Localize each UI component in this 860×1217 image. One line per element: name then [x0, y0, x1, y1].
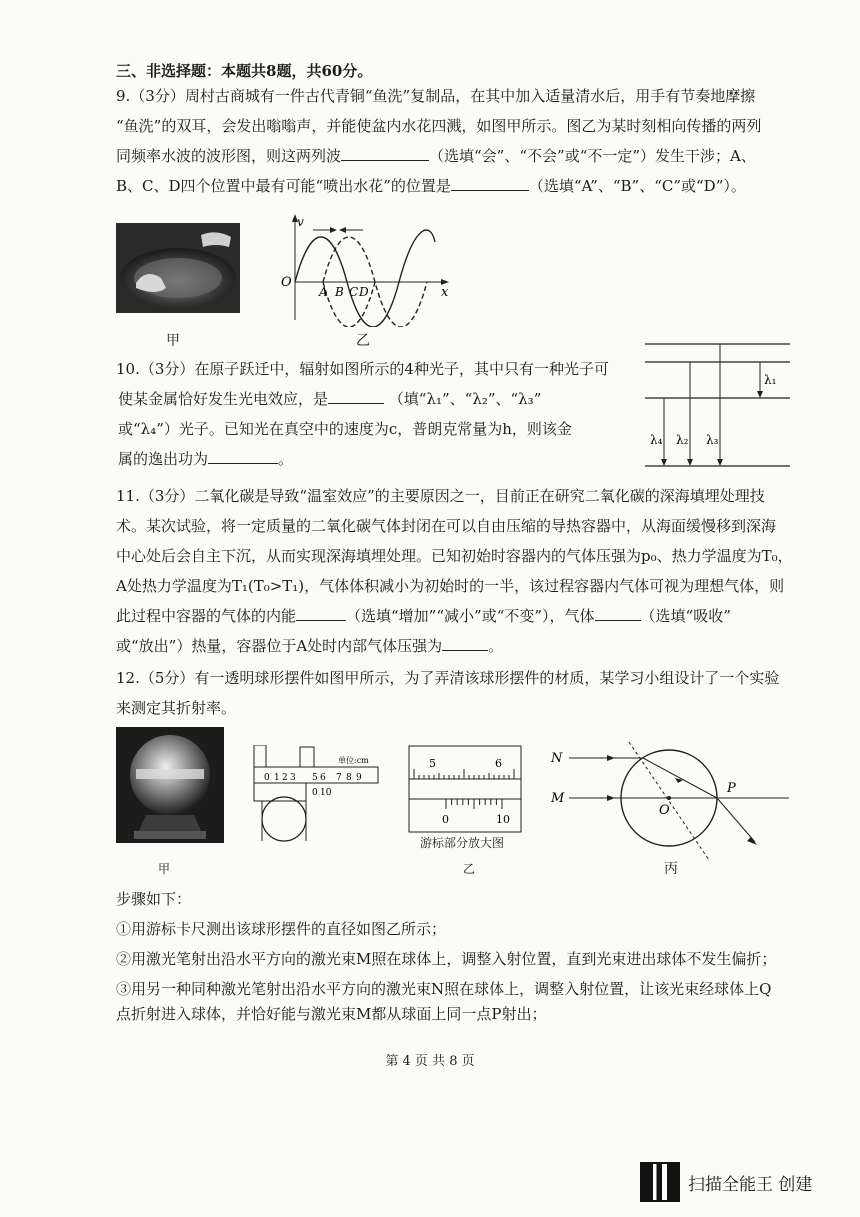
- q12-caption-yi: 乙: [463, 862, 476, 876]
- caliper-v0: 0: [312, 788, 318, 798]
- q9-blank1[interactable]: [341, 146, 429, 161]
- q11-blank3[interactable]: [442, 636, 488, 651]
- vernier-v10: 10: [496, 813, 510, 826]
- caliper-s7: 7: [336, 773, 342, 783]
- q12-step1: ①用游标卡尺测出该球形摆件的直径如图乙所示；: [116, 920, 447, 938]
- caliper-s5: 5: [312, 773, 318, 783]
- q11-line2: 术。某次试验，将一定质量的二氧化碳气体封闭在可以自由压缩的导热容器中，从海面缓慢移到深海: [116, 517, 777, 535]
- caliper-s1: 1: [274, 773, 280, 783]
- q12-caliper-figure: [252, 745, 382, 845]
- energy-level-diagram: [640, 336, 800, 476]
- q9-caption-jia: 甲: [166, 333, 180, 349]
- q12-steps-title: 步骤如下：: [116, 890, 192, 908]
- q9-line3-tail: （选填“会”、“不会”或“不一定”）发生干涉；A、: [429, 147, 756, 165]
- vernier-v0: 0: [442, 813, 449, 826]
- bing-p-label: P: [727, 781, 736, 796]
- watermark-text: 扫描全能王 创建: [688, 1174, 813, 1195]
- caliper-unit: 单位:cm: [338, 756, 369, 765]
- graph-o-label: O: [281, 275, 292, 290]
- q10-blank2[interactable]: [208, 449, 278, 464]
- q9-line3: [116, 145, 756, 167]
- q10-line1: 10.（3分）在原子跃迁中，辐射如图所示的4种光子，其中只有一种光子可: [116, 360, 609, 378]
- graph-b-label: B: [335, 285, 344, 299]
- bing-o-label: O: [659, 803, 670, 818]
- q12-caption-bing: 丙: [664, 861, 678, 877]
- q12-step3: ③用另一种同种激光笔射出沿水平方向的激光束N照在球体上，调整入射位置，让该光束经球体上Q: [116, 980, 772, 998]
- q10-line2-text: 使某金属恰好发生光电效应，是: [118, 390, 329, 408]
- graph-c-label: C: [349, 285, 359, 299]
- q9-line1: 9.（3分）周村古商城有一件古代青铜“鱼洗”复制品，在其中加入适量清水后，用手有节奏地摩擦: [116, 87, 756, 105]
- q12-step2: ②用激光笔射出沿水平方向的激光束M照在球体上，调整入射位置，直到光束进出球体不发生偏折；: [116, 950, 777, 968]
- bing-n-label: N: [551, 751, 563, 766]
- q11-line4: A处热力学温度为T₁(T₀>T₁)，气体体积减小为初始时的一半，该过程容器内气体可视为理想气体，则: [116, 577, 785, 595]
- q9-line4-tail: （选填“A”、“B”、“C”或“D”）。: [528, 177, 746, 195]
- q12-line1: 12.（5分）有一透明球形摆件如图甲所示，为了弄清该球形摆件的材质，某学习小组设计了一个实验: [116, 669, 780, 687]
- q12-line2: 来测定其折射率。: [116, 699, 237, 717]
- graph-d-label: D: [359, 285, 369, 299]
- q10-line4-tail: 。: [278, 450, 294, 468]
- graph-x-label: x: [441, 285, 449, 300]
- q9-photo-yuxi: [116, 223, 240, 313]
- caliper-s0: 0: [264, 773, 270, 783]
- q9-blank2[interactable]: [451, 176, 529, 191]
- q10-line2: [118, 388, 541, 410]
- q11-line6-text: 或“放出”）热量，容器位于A处时内部气体压强为: [116, 637, 443, 655]
- q12-vernier-enlarged: [408, 745, 522, 833]
- q10-line4-text: 属的逸出功为: [118, 450, 209, 468]
- q9-line4-text: B、C、D四个位置中最有可能“喷出水花”的位置是: [116, 177, 451, 195]
- caliper-s9: 9: [356, 773, 362, 783]
- caliper-s3: 3: [290, 773, 296, 783]
- q12-vernier-caption: 游标部分放大图: [420, 836, 505, 850]
- q9-caption-yi: 乙: [356, 333, 370, 349]
- vernier-m6: 6: [495, 757, 502, 770]
- q11-line5: [116, 605, 731, 627]
- caliper-s8: 8: [346, 773, 352, 783]
- q9-line4: [116, 175, 746, 197]
- vernier-m5: 5: [429, 757, 436, 770]
- caliper-s6: 6: [320, 773, 326, 783]
- caliper-s2: 2: [282, 773, 288, 783]
- q11-line6-tail: 。: [488, 637, 504, 655]
- q10-line2-tail: （填“λ₁”、“λ₂”、“λ₃”: [388, 390, 542, 408]
- q12-photo-crystal-ball: [116, 727, 224, 843]
- graph-a-label: A: [319, 285, 328, 299]
- q11-line6: [116, 635, 503, 657]
- q11-line1: 11.（3分）二氧化碳是导致“温室效应”的主要原因之一，目前正在研究二氧化碳的深海填埋处理技: [116, 487, 765, 505]
- q12-refraction-diagram: [545, 742, 795, 862]
- q11-blank2[interactable]: [595, 606, 641, 621]
- q11-line5-tail: （选填“吸收”: [640, 607, 731, 625]
- level-lambda1: λ₁: [764, 373, 777, 387]
- q11-line5-mid: （选填“增加”“减小”或“不变”），气体: [346, 607, 595, 625]
- q11-line5-text: 此过程中容器的气体的内能: [116, 607, 297, 625]
- q9-line2: “鱼洗”的双耳，会发出嗡嗡声，并能使盆内水花四溅，如图甲所示。图乙为某时刻相向传播的两列: [116, 117, 762, 135]
- q10-line3: 或“λ₄”）光子。已知光在真空中的速度为c，普朗克常量为h，则该金: [118, 420, 572, 438]
- section-heading: 三、非选择题：本题共8题，共60分。: [116, 62, 373, 80]
- q10-blank1[interactable]: [328, 389, 384, 404]
- level-lambda3: λ₃: [706, 433, 719, 447]
- q12-step3-cont: 点折射进入球体，并恰好能与激光束M都从球面上同一点P射出；: [116, 1005, 547, 1023]
- page-footer: 第 4 页 共 8 页: [385, 1054, 475, 1069]
- graph-v-label: v: [297, 215, 304, 229]
- q11-blank1[interactable]: [296, 606, 346, 621]
- q12-caption-jia: 甲: [158, 862, 171, 876]
- q9-wave-graph: [275, 212, 455, 327]
- qr-code-icon: [640, 1162, 680, 1202]
- q10-line4: [118, 448, 293, 470]
- q11-line3: 中心处后会自主下沉，从而实现深海填埋处理。已知初始时容器内的气体压强为p₀、热力学温度为T₀，: [116, 547, 793, 565]
- level-lambda2: λ₂: [676, 433, 689, 447]
- bing-m-label: M: [551, 791, 565, 806]
- level-lambda4: λ₄: [650, 433, 663, 447]
- caliper-v10: 10: [320, 788, 332, 798]
- scanner-watermark: [640, 1162, 812, 1202]
- q9-line3-text: 同频率水波的波形图，则这两列波: [116, 147, 342, 165]
